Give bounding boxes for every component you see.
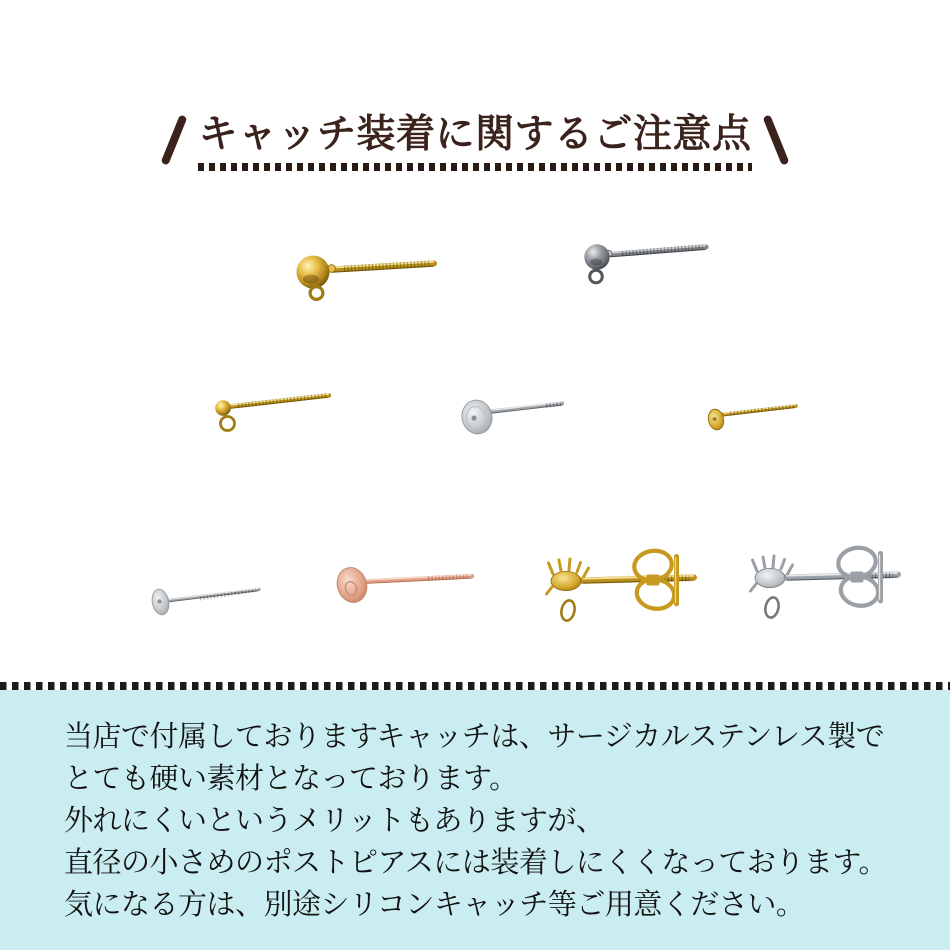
gunmetal-ball-post-with-loop	[584, 244, 706, 283]
silver-cup-post	[459, 397, 562, 436]
notice-line: 当店で付属しておりますキャッチは、サージカルステンレス製で	[64, 721, 885, 753]
gold-ball-post-with-loop-small	[215, 394, 329, 430]
gold-cup-post	[706, 405, 796, 431]
gold-prong-post-with-butterfly-catch	[547, 548, 695, 622]
rose-gold-flat-pad-post	[333, 564, 472, 606]
silver-prong-post-with-butterfly-catch	[751, 545, 899, 619]
notice-line: 外れにくいというメリットもありますが、	[64, 805, 605, 837]
dotted-separator	[0, 682, 950, 690]
silver-flat-pad-post	[150, 588, 259, 617]
notice-line: とても硬い素材となっております。	[64, 763, 518, 795]
notice-line: 直径の小さめのポストピアスには装着しにくくなっております。	[64, 847, 888, 879]
notice-panel	[0, 690, 950, 950]
page-title: キャッチ装着に関するご注意点	[198, 113, 752, 156]
gold-ball-post-with-loop-large	[297, 256, 435, 300]
notice-line: 気になる方は、別途シリコンキャッチ等ご用意ください。	[64, 889, 805, 921]
